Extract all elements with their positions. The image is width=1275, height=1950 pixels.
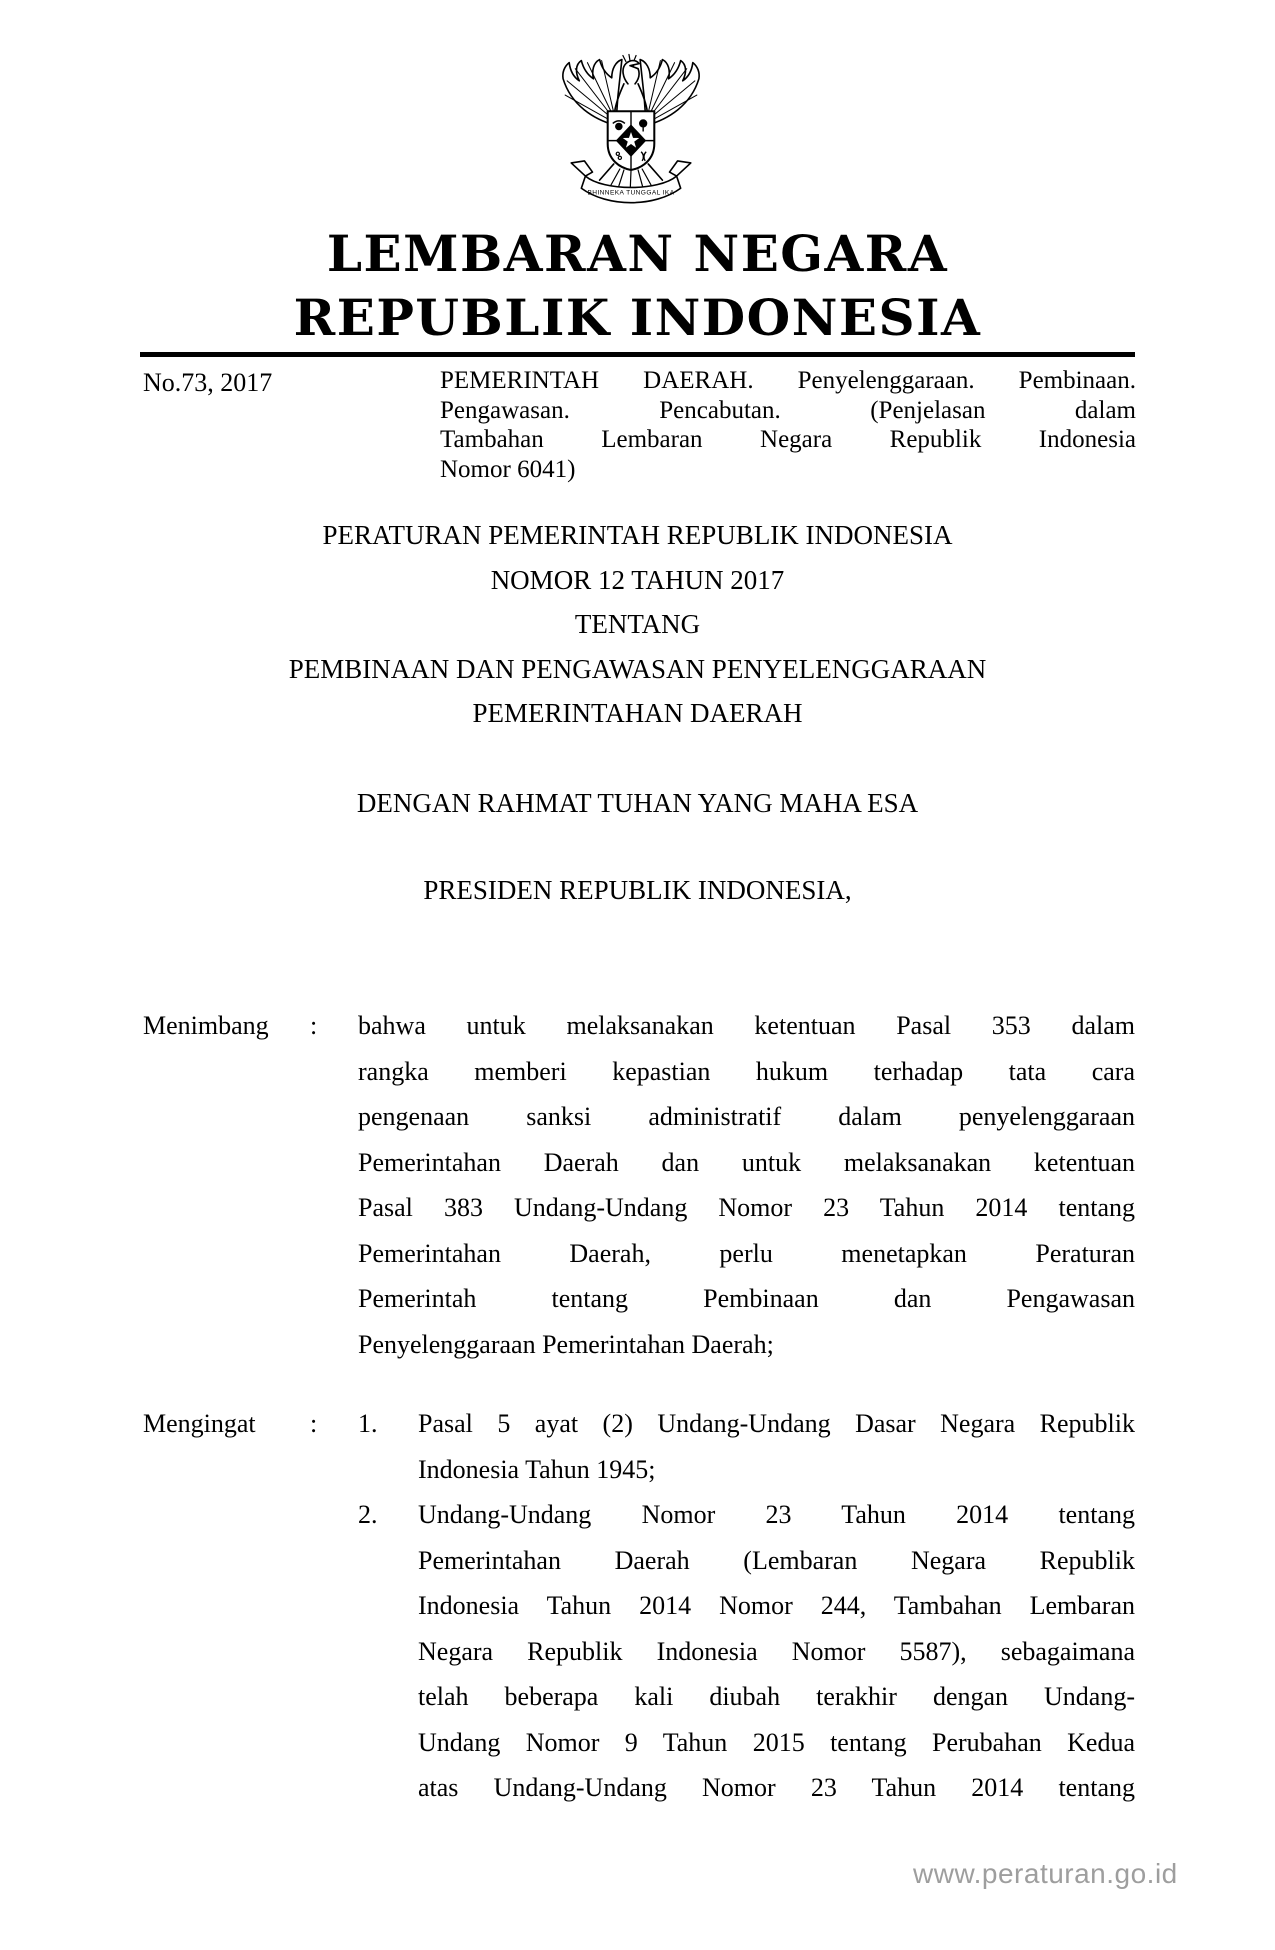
authority-line: PRESIDEN REPUBLIK INDONESIA, [423,875,852,905]
gazette-title-line1: LEMBARAN NEGARA [326,224,949,283]
header-rule [140,352,1135,357]
recalling-item [358,1492,1135,1811]
recalling-item-number: 1. [358,1409,378,1438]
regulation-number-line: NOMOR 12 TAHUN 2017 [490,564,785,595]
masthead-abstract-line: Nomor 6041) [440,455,576,483]
recalling-item-line: Negara Republik Indonesia Nomor 5587), sebagaimana [418,1636,1135,1666]
considering-line: bahwa untuk melaksanakan ketentuan Pasal 353 dalam [358,1011,1135,1040]
regulation-title [140,513,1135,736]
regulation-about-label: TENTANG [574,609,701,639]
issue-number: No.73, 2017 [143,368,273,397]
considering-line: Pasal 383 Undang-Undang Nomor 23 Tahun 2014 tentang [358,1193,1135,1222]
regulation-subject-line: PEMERINTAHAN DAERAH [472,698,803,728]
recalling-item-line: Undang Nomor 9 Tahun 2015 tentang Perubahan Kedua [418,1727,1135,1757]
recalling-item-line: Undang-Undang Nomor 23 Tahun 2014 tentang [418,1500,1135,1529]
recalling-item-line: telah beberapa kali diubah terakhir dengan Undang- [418,1682,1135,1711]
recalling-item-line: atas Undang-Undang Nomor 23 Tahun 2014 tentang [418,1773,1135,1802]
considering-colon: : [310,1011,318,1040]
considering-line: pengenaan sanksi administratif dalam penyelenggaraan [358,1102,1135,1131]
recalling-item-line: Indonesia Tahun 1945; [418,1454,656,1484]
considering-label: Menimbang [143,1011,269,1040]
considering-line: Pemerintahan Daerah, perlu menetapkan Peraturan [358,1238,1135,1268]
considering-line: Pemerintah tentang Pembinaan dan Pengawasan [358,1284,1135,1313]
gazette-title [0,222,1275,350]
considering-clause [143,1003,1135,1367]
recalling-item-number: 2. [358,1500,378,1529]
considering-line: Penyelenggaraan Pemerintahan Daerah; [358,1329,774,1359]
masthead-abstract-line: Tambahan Lembaran Negara Republik Indonesia [440,426,1136,453]
recalling-item [358,1401,1135,1492]
considering-body [358,1003,1135,1367]
emblem-motto-text: BHINNEKA TUNGGAL IKA [587,189,675,197]
recalling-item-line: Pemerintahan Daerah (Lembaran Negara Republik [418,1545,1135,1575]
website-watermark: www.peraturan.go.id [913,1858,1178,1889]
masthead-abstract-line: Pengawasan. Pencabutan. (Penjelasan dalam [440,396,1136,424]
masthead-abstract-line: PEMERINTAH DAERAH. Penyelenggaraan. Pembinaan. [440,367,1136,394]
garuda-pancasila-emblem [555,52,707,210]
recalling-item-line: Indonesia Tahun 2014 Nomor 244, Tambahan Lembaran [418,1591,1135,1620]
considering-line: Pemerintahan Daerah dan untuk melaksanakan ketentuan [358,1147,1135,1177]
recalling-body [358,1401,1135,1811]
considering-line: rangka memberi kepastian hukum terhadap tata cara [358,1056,1135,1086]
recalling-colon: : [310,1409,318,1438]
recalling-clause [143,1401,1135,1811]
invocation-line: DENGAN RAHMAT TUHAN YANG MAHA ESA [356,788,919,818]
recalling-label: Mengingat [143,1409,256,1438]
gazette-title-line2: REPUBLIK INDONESIA [293,288,982,347]
regulation-title-line: PERATURAN PEMERINTAH REPUBLIK INDONESIA [322,520,953,550]
masthead-abstract [440,366,1136,484]
regulation-subject-line: PEMBINAAN DAN PENGAWASAN PENYELENGGARAAN [288,653,987,684]
recalling-item-line: Pasal 5 ayat (2) Undang-Undang Dasar Negara Republik [418,1409,1135,1438]
